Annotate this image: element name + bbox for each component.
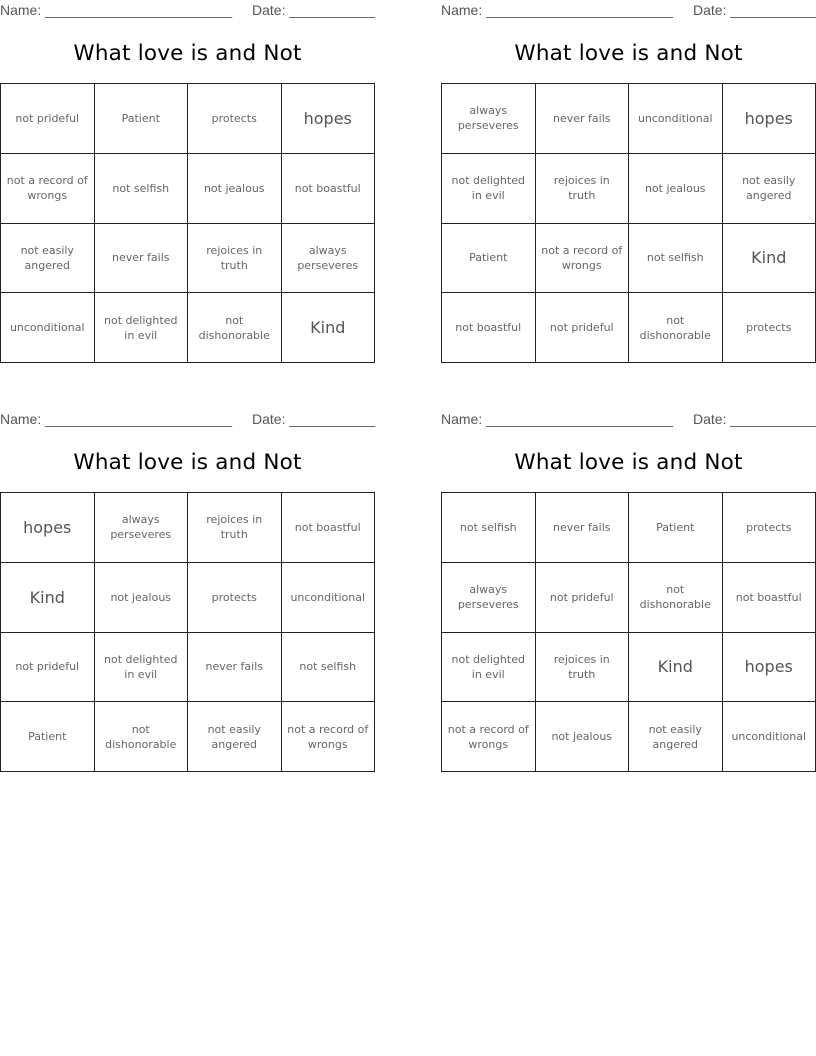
bingo-cell[interactable]: not easily angered (629, 702, 723, 772)
bingo-cell[interactable]: not boastful (282, 154, 376, 224)
name-field[interactable]: Name: ________________________ (0, 2, 232, 18)
name-field[interactable]: Name: ________________________ (441, 411, 673, 427)
bingo-cell[interactable]: not delighted in evil (95, 633, 189, 703)
bingo-cell[interactable]: not jealous (188, 154, 282, 224)
bingo-cell[interactable]: never fails (536, 493, 630, 563)
name-date-row (441, 0, 816, 20)
bingo-card-2 (441, 0, 816, 363)
bingo-cell[interactable]: Kind (1, 563, 95, 633)
card-title: What love is and Not (514, 41, 743, 66)
bingo-cell[interactable]: not selfish (442, 493, 536, 563)
date-field[interactable]: Date: ___________ (693, 411, 816, 427)
name-date-row (0, 0, 375, 20)
bingo-cell[interactable]: never fails (188, 633, 282, 703)
bingo-cell[interactable]: unconditional (723, 702, 816, 772)
bingo-cell[interactable]: always perseveres (95, 493, 189, 563)
bingo-cell[interactable]: not boastful (442, 293, 536, 363)
bingo-cell[interactable]: not selfish (629, 224, 723, 294)
bingo-cell[interactable]: never fails (95, 224, 189, 294)
bingo-cell[interactable]: protects (723, 293, 816, 363)
name-date-row (0, 409, 375, 429)
name-field[interactable]: Name: ________________________ (0, 411, 232, 427)
bingo-grid (0, 492, 375, 772)
bingo-cell[interactable]: rejoices in truth (536, 154, 630, 224)
bingo-card-3 (0, 409, 375, 772)
bingo-cell[interactable]: not jealous (629, 154, 723, 224)
bingo-cell[interactable]: Patient (442, 224, 536, 294)
bingo-card-4 (441, 409, 816, 772)
bingo-cell[interactable]: Patient (95, 84, 189, 154)
bingo-cell[interactable]: not a record of wrongs (536, 224, 630, 294)
bingo-cell[interactable]: protects (188, 84, 282, 154)
bingo-cell[interactable]: not selfish (282, 633, 376, 703)
bingo-cell[interactable]: unconditional (282, 563, 376, 633)
bingo-cell[interactable]: not delighted in evil (95, 293, 189, 363)
bingo-cell[interactable]: not a record of wrongs (442, 702, 536, 772)
bingo-cell[interactable]: not jealous (95, 563, 189, 633)
date-field[interactable]: Date: ___________ (693, 2, 816, 18)
bingo-grid (441, 492, 816, 772)
bingo-cell[interactable]: not prideful (536, 563, 630, 633)
bingo-cell[interactable]: hopes (282, 84, 376, 154)
bingo-cell[interactable]: protects (723, 493, 816, 563)
bingo-cell[interactable]: always perseveres (442, 563, 536, 633)
bingo-cell[interactable]: not boastful (723, 563, 816, 633)
bingo-cell[interactable]: unconditional (1, 293, 95, 363)
bingo-cell[interactable]: not a record of wrongs (1, 154, 95, 224)
bingo-cell[interactable]: not boastful (282, 493, 376, 563)
bingo-cell[interactable]: not dishonorable (188, 293, 282, 363)
name-field[interactable]: Name: ________________________ (441, 2, 673, 18)
bingo-cell[interactable]: not prideful (1, 633, 95, 703)
bingo-cell[interactable]: always perseveres (282, 224, 376, 294)
bingo-cell[interactable]: hopes (723, 84, 816, 154)
bingo-cell[interactable]: not selfish (95, 154, 189, 224)
bingo-cell[interactable]: not prideful (1, 84, 95, 154)
card-title: What love is and Not (73, 450, 302, 475)
bingo-cell[interactable]: hopes (1, 493, 95, 563)
bingo-cell[interactable]: hopes (723, 633, 816, 703)
bingo-cell[interactable]: not delighted in evil (442, 154, 536, 224)
card-title: What love is and Not (514, 450, 743, 475)
bingo-cell[interactable]: Patient (1, 702, 95, 772)
bingo-cell[interactable]: Patient (629, 493, 723, 563)
bingo-cell[interactable]: not prideful (536, 293, 630, 363)
bingo-cell[interactable]: always perseveres (442, 84, 536, 154)
bingo-cell[interactable]: not a record of wrongs (282, 702, 376, 772)
bingo-cell[interactable]: not jealous (536, 702, 630, 772)
bingo-cell[interactable]: not delighted in evil (442, 633, 536, 703)
bingo-cell[interactable]: not easily angered (723, 154, 816, 224)
bingo-cell[interactable]: Kind (282, 293, 376, 363)
bingo-cell[interactable]: not dishonorable (629, 293, 723, 363)
bingo-cell[interactable]: rejoices in truth (188, 224, 282, 294)
bingo-cell[interactable]: not dishonorable (629, 563, 723, 633)
date-field[interactable]: Date: ___________ (252, 2, 375, 18)
bingo-grid (0, 83, 375, 363)
card-title: What love is and Not (73, 41, 302, 66)
bingo-cell[interactable]: not dishonorable (95, 702, 189, 772)
bingo-cell[interactable]: rejoices in truth (536, 633, 630, 703)
date-field[interactable]: Date: ___________ (252, 411, 375, 427)
bingo-cell[interactable]: protects (188, 563, 282, 633)
bingo-cell[interactable]: rejoices in truth (188, 493, 282, 563)
bingo-grid (441, 83, 816, 363)
bingo-cell[interactable]: never fails (536, 84, 630, 154)
bingo-cell[interactable]: Kind (723, 224, 816, 294)
bingo-card-1 (0, 0, 375, 363)
bingo-cell[interactable]: not easily angered (188, 702, 282, 772)
name-date-row (441, 409, 816, 429)
bingo-cell[interactable]: Kind (629, 633, 723, 703)
bingo-cell[interactable]: not easily angered (1, 224, 95, 294)
bingo-cell[interactable]: unconditional (629, 84, 723, 154)
